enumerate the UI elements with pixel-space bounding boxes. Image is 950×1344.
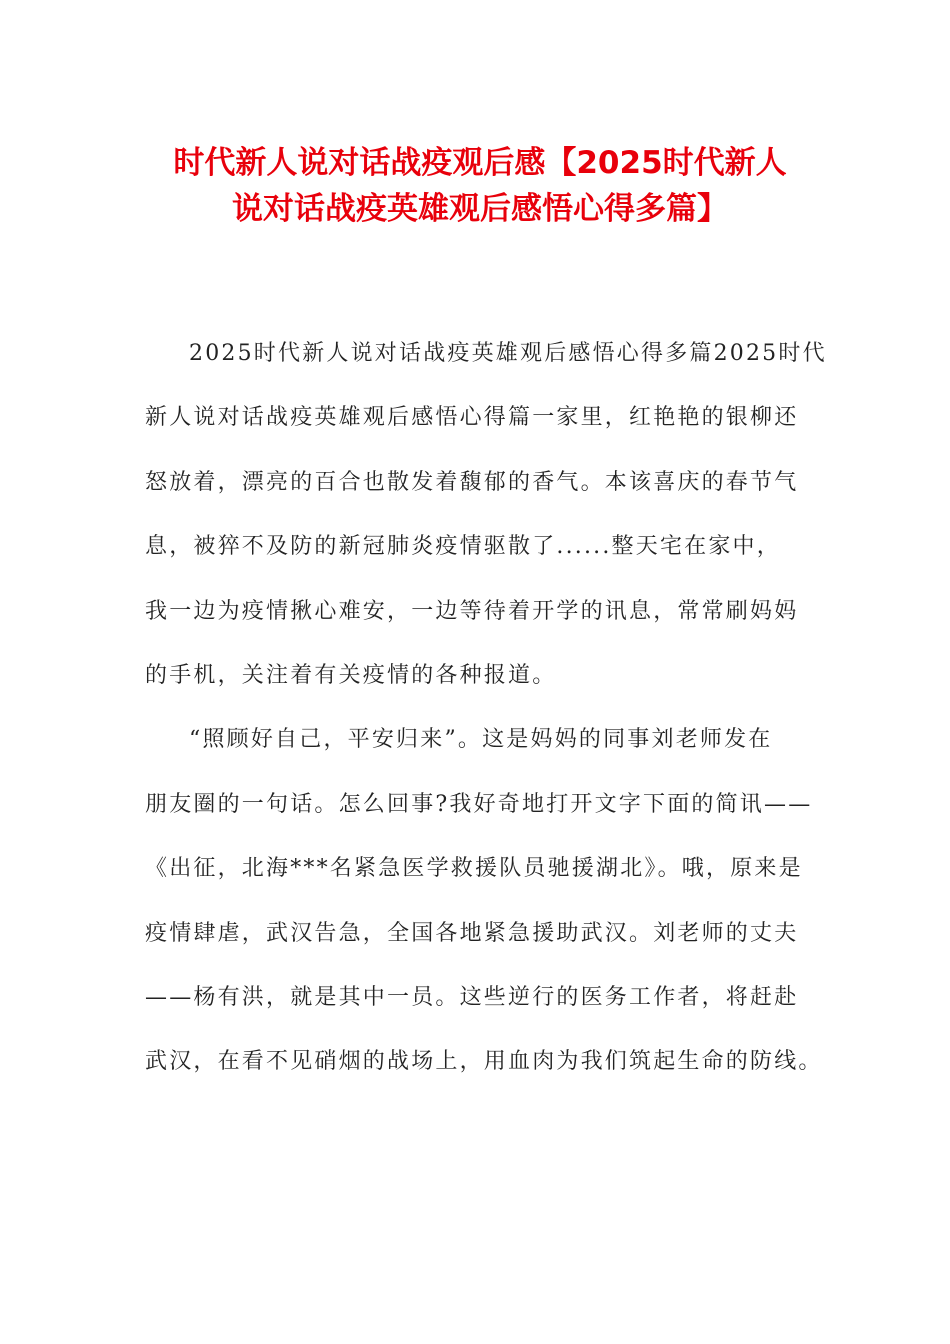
text-line: “照顾好自己，平安归来”。这是妈妈的同事刘老师发在 xyxy=(189,727,773,753)
paragraph-2 xyxy=(145,708,823,1094)
text-line: 息，被猝不及防的新冠肺炎疫情驱散了......整天宅在家中， xyxy=(145,534,781,560)
text-line: 怒放着，漂亮的百合也散发着馥郁的香气。本该喜庆的春节气 xyxy=(145,469,799,495)
title-line-2: 说对话战疫英雄观后感悟心得多篇】 xyxy=(232,191,728,227)
text-line: 2025时代新人说对话战疫英雄观后感悟心得多篇2025时代 xyxy=(189,341,827,366)
title-line-1: 时代新人说对话战疫观后感【2025时代新人 xyxy=(173,145,787,181)
paragraph-1 xyxy=(145,322,827,708)
text-line: 新人说对话战疫英雄观后感悟心得篇一家里，红艳艳的银柳还 xyxy=(145,405,799,431)
text-line: 《出征，北海***名紧急医学救援队员驰援湖北》。哦，原来是 xyxy=(145,856,803,882)
text-line: 我一边为疫情揪心难安，一边等待着开学的讯息，常常刷妈妈 xyxy=(145,598,799,624)
text-line: 疫情肆虐，武汉告急，全国各地紧急援助武汉。刘老师的丈夫 xyxy=(145,920,799,946)
text-line: 的手机，关注着有关疫情的各种报道。 xyxy=(145,663,557,689)
text-line: 武汉，在看不见硝烟的战场上，用血肉为我们筑起生命的防线。 xyxy=(145,1049,823,1075)
text-line: 朋友圈的一句话。怎么回事?我好奇地打开文字下面的简讯—— xyxy=(145,791,813,817)
text-line: ——杨有洪，就是其中一员。这些逆行的医务工作者，将赶赴 xyxy=(145,985,799,1011)
document-title xyxy=(140,140,820,232)
document-body xyxy=(145,322,827,1095)
